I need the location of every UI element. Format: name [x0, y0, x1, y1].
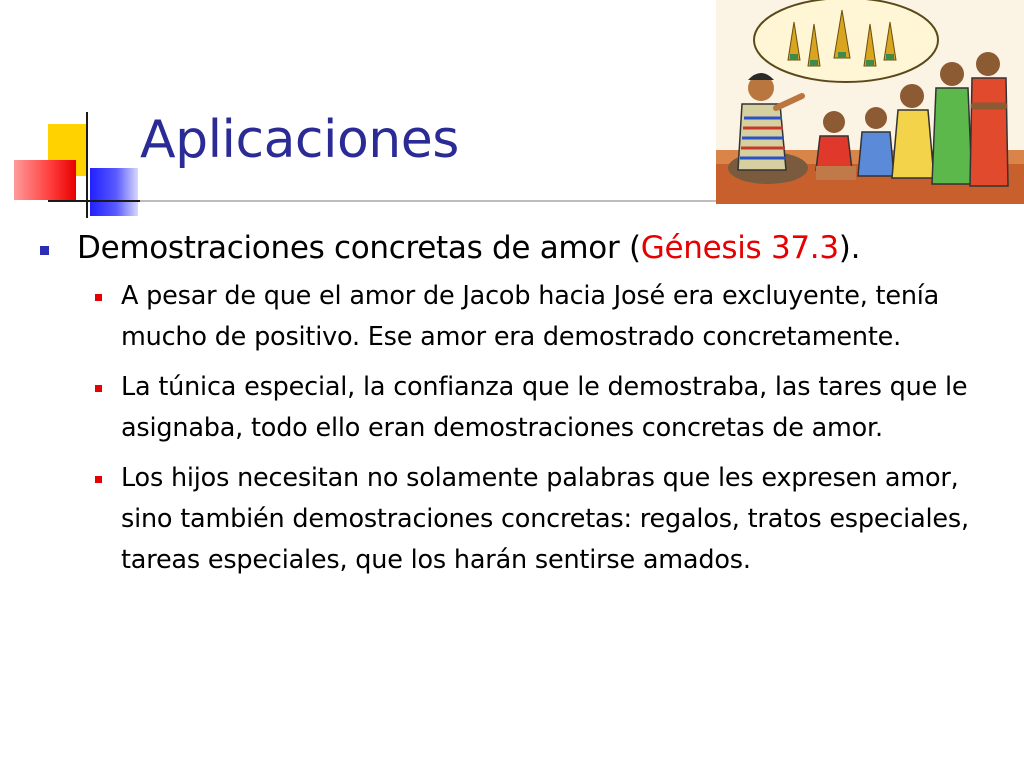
- square-bullet-icon: [95, 385, 102, 392]
- square-bullet-icon: [40, 246, 49, 255]
- decor-blue-square: [90, 168, 138, 216]
- sub-point-text: La túnica especial, la confianza que le demostraba, las tares que le asignaba, todo ello eran demostraciones concretas de amor.: [121, 372, 968, 443]
- square-bullet-icon: [95, 476, 102, 483]
- square-bullet-icon: [95, 294, 102, 301]
- sub-point-text: A pesar de que el amor de Jacob hacia José era excluyente, tenía mucho de positivo. Ese amor era demostrado concretamente.: [121, 281, 940, 352]
- sub-point: [121, 367, 1012, 449]
- joseph-dream-illustration-icon: [716, 0, 1024, 204]
- decor-red-square: [14, 160, 76, 200]
- sub-point-list: [40, 276, 1012, 581]
- slide-body: [40, 224, 1012, 590]
- decor-vertical-line: [86, 112, 88, 218]
- main-point-closing: ).: [838, 230, 861, 266]
- illustration-image: [716, 0, 1024, 204]
- sub-point: [121, 276, 1012, 358]
- slide-title: Aplicaciones: [140, 110, 459, 170]
- main-point-text: Demostraciones concretas de amor (: [77, 230, 641, 266]
- decor-horizontal-line: [48, 200, 140, 202]
- main-bullet-point: [40, 224, 1012, 272]
- sub-point: [121, 458, 1012, 581]
- sub-point-text: Los hijos necesitan no solamente palabras que les expresen amor, sino también demostraciones concretas: regalos, tratos especiales, tareas especiales, que los harán sentirse amados.: [121, 463, 969, 575]
- bible-reference: Génesis 37.3: [640, 230, 839, 266]
